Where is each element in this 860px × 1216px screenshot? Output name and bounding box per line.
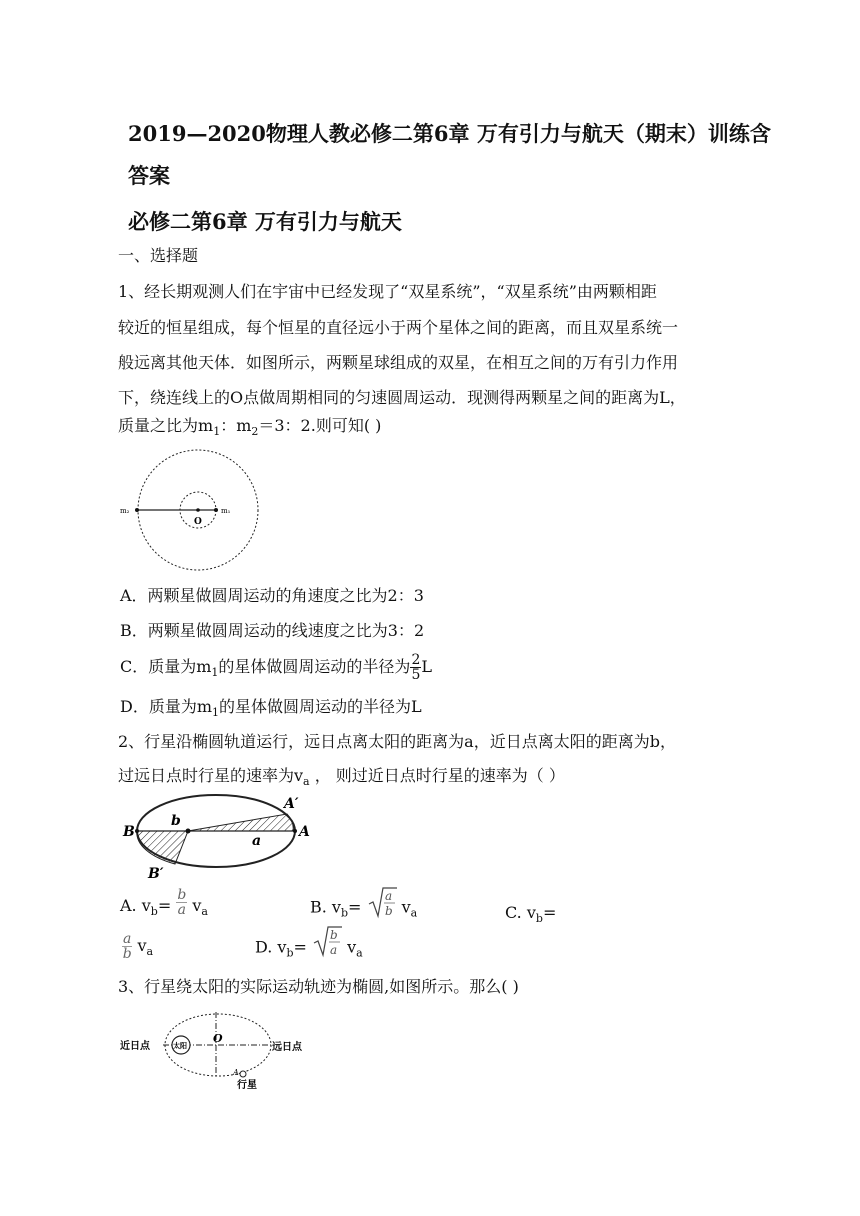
ellipse-orbit-figure xyxy=(118,792,323,882)
label-m1: m₁ xyxy=(221,507,231,515)
q2-option-a: A. $v_b=$ $\frac{b}{a}$ $v_a$ xyxy=(120,887,208,919)
doc-title-line2: 答案 xyxy=(128,163,170,188)
binary-star-figure xyxy=(118,448,263,573)
svg-text:a: a xyxy=(384,889,392,903)
svg-text:b: b xyxy=(384,904,393,918)
svg-text:太阳: 太阳 xyxy=(173,1041,187,1050)
svg-text:行星: 行星 xyxy=(237,1080,257,1091)
label-o: O xyxy=(194,517,202,527)
sqrt-b-over-a xyxy=(312,925,342,959)
q1-line: 下，绕连线上的O点做周期相同的匀速圆周运动．现测得两颗星之间的距离为L， xyxy=(118,388,686,407)
q1-option-c: C．质量为$m_1$的星体做圆周运动的半径为 $\frac{2}{5}$ L xyxy=(120,652,432,683)
q1-line: 般远离其他天体．如图所示，两颗星球组成的双星，在相互之间的万有引力作用 xyxy=(118,353,679,372)
q1-option-d: D．质量为$m_1$的星体做圆周运动的半径为L xyxy=(120,697,422,720)
svg-text:a: a xyxy=(330,943,338,957)
doc-subtitle: 必修二第6章 万有引力与航天 xyxy=(128,209,402,234)
q1-option-b: B．两颗星做圆周运动的线速度之比为3：2 xyxy=(120,621,425,640)
svg-text:A′: A′ xyxy=(284,796,299,812)
svg-text:B: B xyxy=(123,824,135,840)
q2-line: 2、行星沿椭圆轨道运行，远日点离太阳的距离为a，近日点离太阳的距离为b， xyxy=(118,732,676,751)
svg-text:O: O xyxy=(213,1032,223,1045)
sun-planet-orbit-figure xyxy=(118,1008,318,1093)
q1-line: 较近的恒星组成，每个恒星的直径远小于两个星体之间的距离，而且双星系统一 xyxy=(118,318,679,337)
q2-option-d: D. $v_b=$ b a $v_a$ xyxy=(255,937,363,964)
svg-text:b: b xyxy=(330,928,338,942)
q2-option-b: B. $v_b=$ a b $v_a$ xyxy=(310,896,417,924)
svg-text:A: A xyxy=(233,1068,239,1077)
q3-line: 3、行星绕太阳的实际运动轨迹为椭圆,如图所示。那么( ) xyxy=(118,977,519,996)
svg-text:a: a xyxy=(252,833,262,849)
fraction-2-5: $\frac{2}{5}$ xyxy=(411,652,421,683)
q2-option-c: C. $v_b=$ xyxy=(505,903,557,926)
q1-option-a: A．两颗星做圆周运动的角速度之比为2：3 xyxy=(120,586,424,605)
q2-line: 过远日点时行星的速率为$v_a$ ， 则过近日点时行星的速率为（ ） xyxy=(118,766,565,789)
label-m2: m₂ xyxy=(120,507,130,515)
q1-line-last: 质量之比为$m_1$：$m_2=3$：2.则可知( ) xyxy=(118,416,382,439)
svg-text:A: A xyxy=(299,824,310,840)
svg-text:近日点: 近日点 xyxy=(120,1041,150,1052)
sqrt-a-over-b xyxy=(367,886,397,920)
svg-text:b: b xyxy=(171,813,181,829)
doc-title-line1: 2019—2020物理人教必修二第6章 万有引力与航天（期末）训练含 xyxy=(128,121,771,146)
q1-line: 1、经长期观测人们在宇宙中已经发现了“双星系统”，“双星系统”由两颗相距 xyxy=(118,282,657,301)
svg-text:B′: B′ xyxy=(148,866,164,882)
q2-option-c-value: $\frac{a}{b}$ $v_a$ xyxy=(122,931,154,962)
section-heading: 一、选择题 xyxy=(118,246,199,265)
svg-text:远日点: 远日点 xyxy=(272,1042,302,1053)
